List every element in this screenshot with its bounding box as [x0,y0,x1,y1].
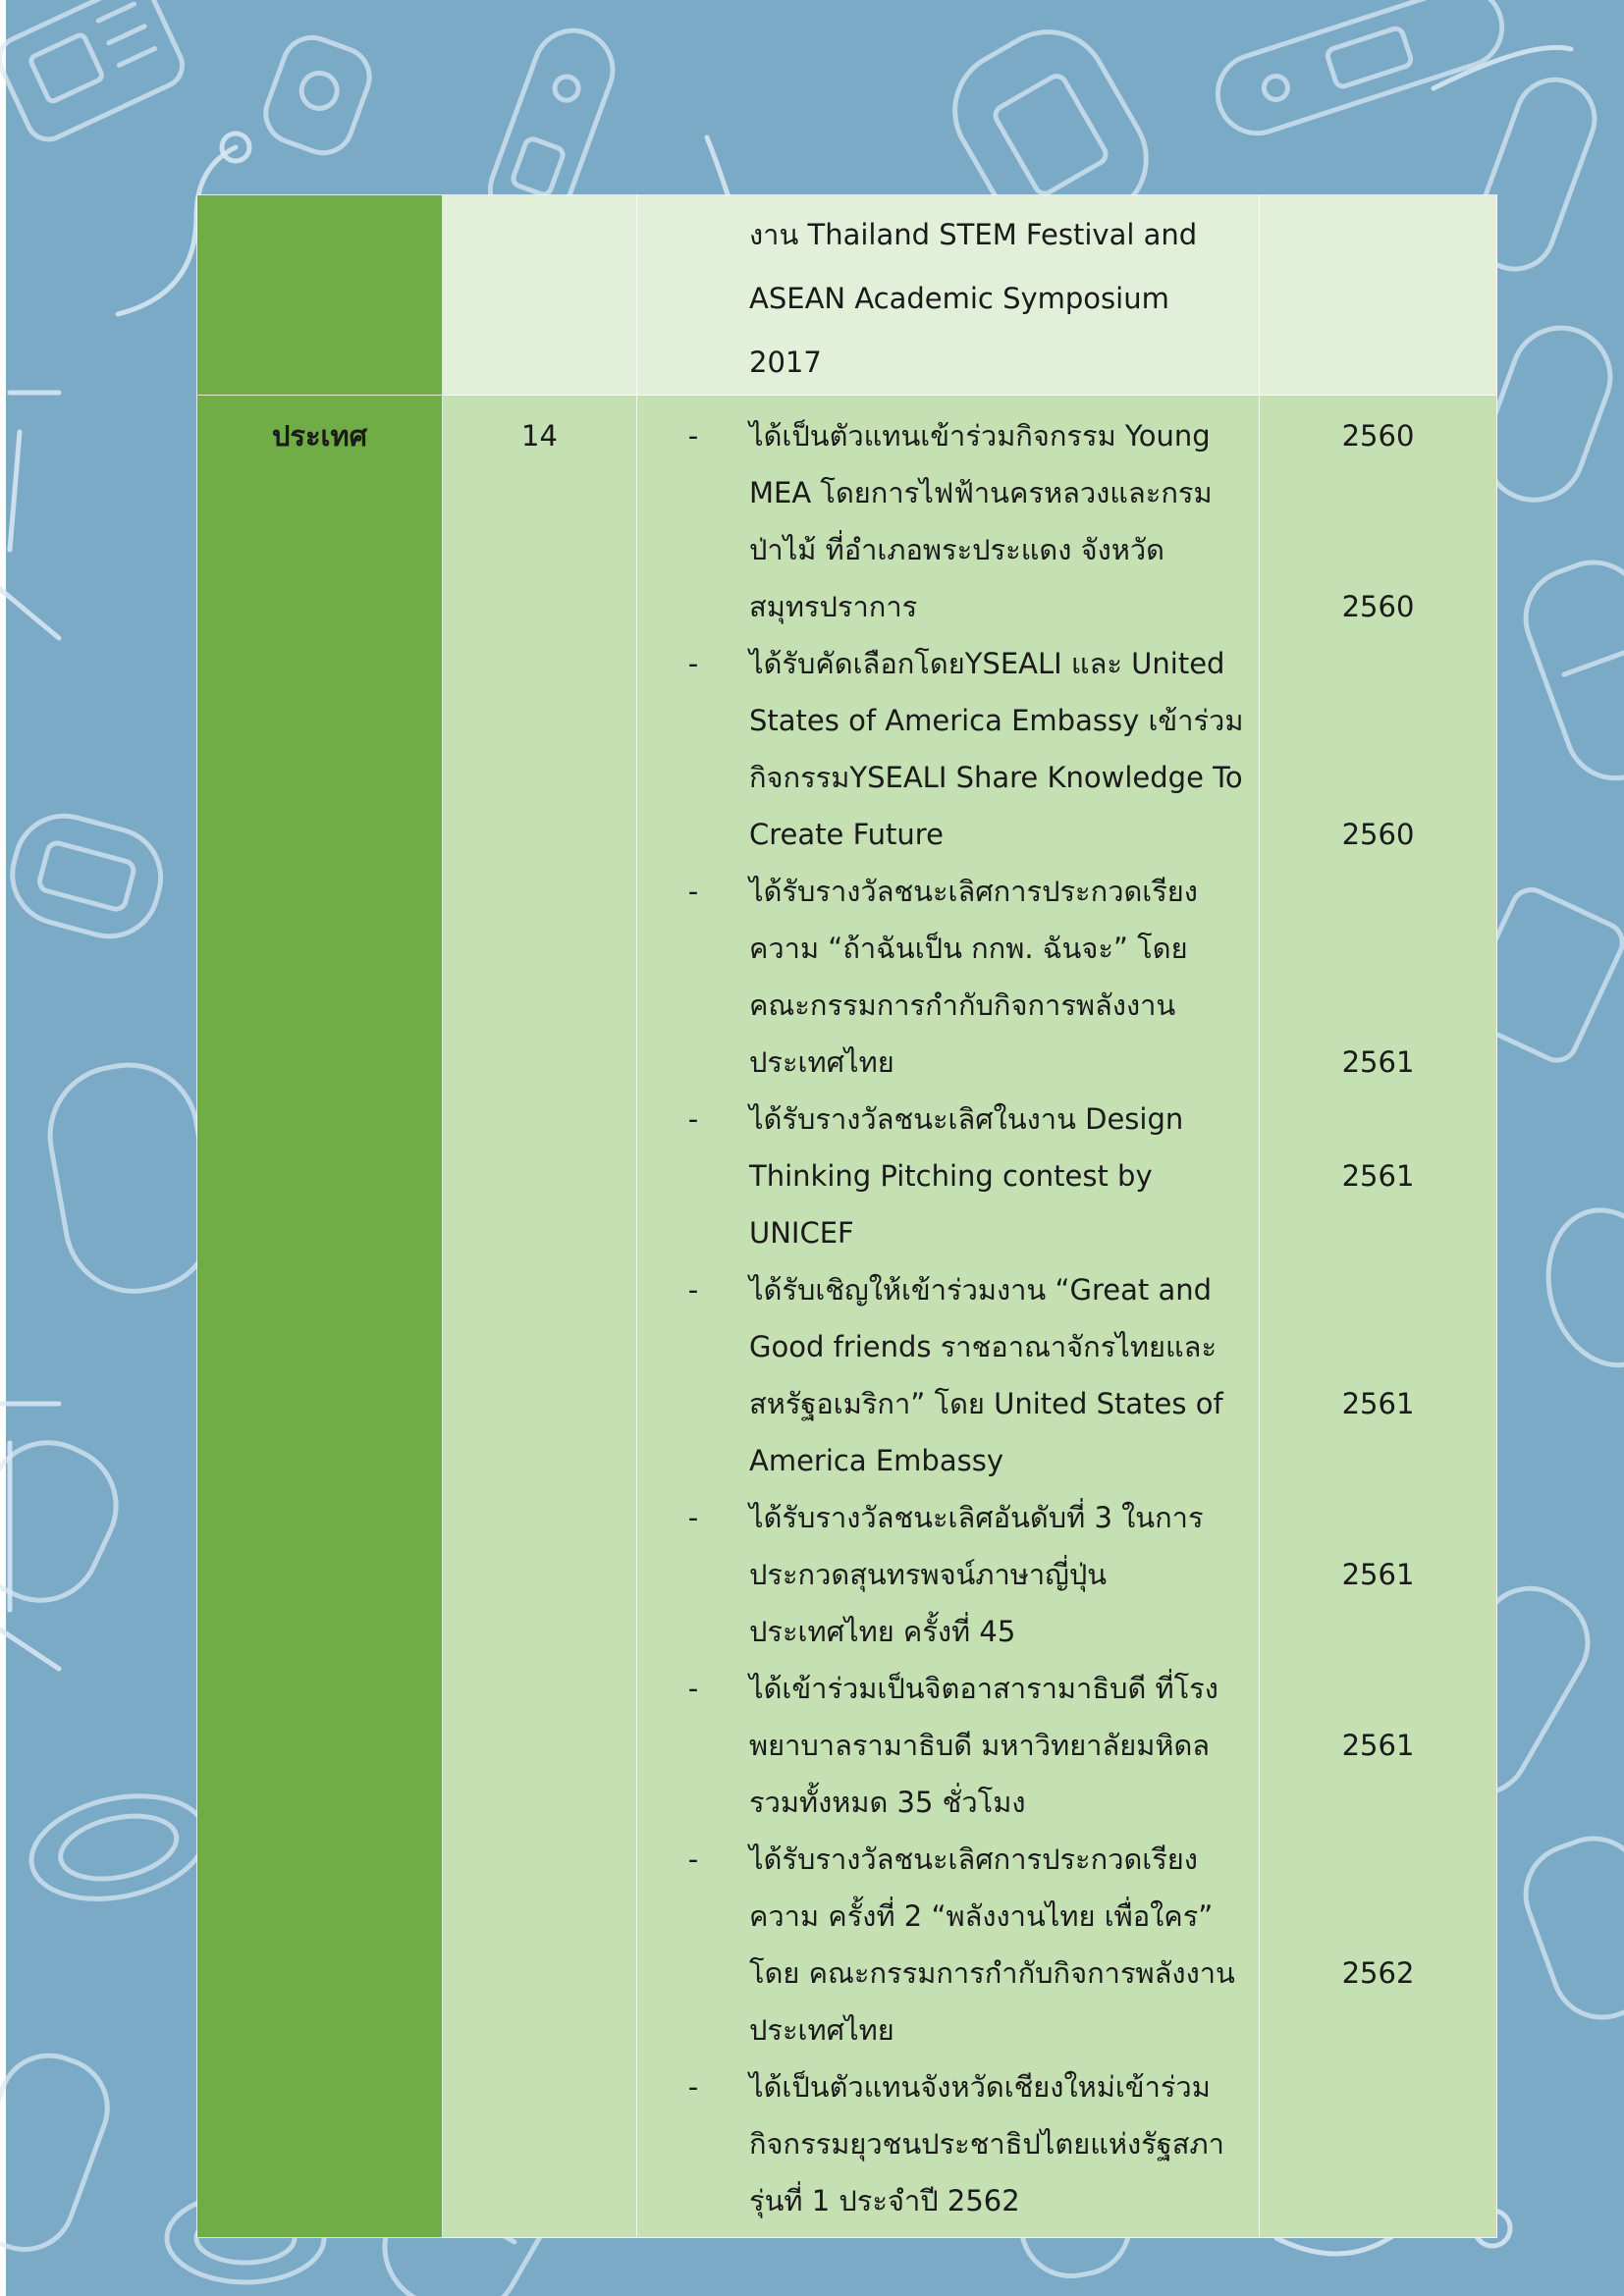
bullet-dash: - [687,1501,699,1534]
activity-entry [637,2058,1245,2229]
table-row-continued [197,195,1497,396]
year-cell [1260,396,1497,2238]
category-label: ประเทศ [272,419,367,453]
activity-text: ได้เข้าร่วมเป็นจิตอาสารามาธิบดี ที่โรงพยาบาลรามาธิบดี มหาวิทยาลัยมหิดล รวมทั้งหมด 35 ชั่วโมง [749,1672,1218,1819]
bullet-dash: - [687,1842,699,1876]
activity-text: ได้รับรางวัลชนะเลิศอันดับที่ 3 ในการประกวดสุนทรพจน์ภาษาญี่ปุ่นประเทศไทย ครั้งที่ 45 [749,1501,1204,1648]
continued-activity-text: งาน Thailand STEM Festival and ASEAN Academic Symposium 2017 [749,218,1198,379]
bullet-dash: - [687,1672,699,1705]
activity-record-table [196,194,1497,2238]
activity-year: 2561 [1341,1045,1415,1079]
bullet-dash: - [687,1273,699,1307]
table-row-country [197,396,1497,2238]
activity-list [637,396,1259,2237]
activity-text: ได้รับเชิญให้เข้าร่วมงาน “Great and Good friends ราชอาณาจักรไทยและสหรัฐอเมริกา” โดย United States of America Embassy [749,1273,1223,1477]
bullet-dash: - [687,647,699,680]
activity-text: ได้รับรางวัลชนะเลิศการประกวดเรียงความ ครั้งที่ 2 “พลังงานไทย เพื่อใคร” โดย คณะกรรมการกำกับกิจการพลังงานประเทศไทย [749,1842,1235,2047]
activity-year: 2561 [1341,1387,1415,1420]
activity-year: 2562 [1341,1956,1415,1990]
activity-text: ได้รับรางวัลชนะเลิศในงาน Design Thinking Pitching contest by UNICEF [749,1102,1184,1250]
activity-text: ได้เป็นตัวแทนเข้าร่วมกิจกรรม Young MEA โดยการไฟฟ้านครหลวงและกรมป่าไม้ ที่อำเภอพระประแดง จังหวัดสมุทรปราการ [749,419,1213,623]
activity-entry [637,863,1245,1091]
activity-text: ได้เป็นตัวแทนจังหวัดเชียงใหม่เข้าร่วมกิจกรรมยุวชนประชาธิปไตยแห่งรัฐสภา รุ่นที่ 1 ประจำปี 2562 [749,2070,1224,2217]
bullet-dash: - [687,2070,699,2104]
activity-year: 2561 [1341,1729,1415,1762]
activity-text: ได้รับคัดเลือกโดยYSEALI และ United States of America Embassy เข้าร่วมกิจกรรมYSEALI Share Knowledge To Create Future [749,647,1244,851]
year-list [1260,396,1496,2115]
activity-entry [637,407,1245,635]
activity-year: 2560 [1341,590,1415,623]
activity-text: ได้รับรางวัลชนะเลิศการประกวดเรียงความ “ถ้าฉันเป็น กกพ. ฉันจะ” โดย คณะกรรมการกำกับกิจการพลังงานประเทศไทย [749,875,1198,1079]
activity-entry [637,1489,1245,1660]
activity-cell-continued [637,195,1260,396]
category-cell-empty [197,195,443,396]
activity-entry [637,1261,1245,1489]
activity-entry [637,635,1245,863]
activity-year: 2560 [1341,818,1415,851]
activity-entry [637,1091,1245,1261]
bullet-dash: - [687,419,699,453]
activity-cell [637,396,1260,2238]
activity-year: 2560 [1341,419,1415,453]
count-cell [443,396,637,2238]
activity-entry [637,1660,1245,1831]
activity-entry [637,1831,1245,2058]
activity-count: 14 [521,419,558,453]
activity-year: 2561 [1341,1159,1415,1193]
count-cell-empty [443,195,637,396]
category-cell [197,396,443,2238]
bullet-dash: - [687,1102,699,1136]
bullet-dash: - [687,875,699,908]
activity-year: 2561 [1341,1558,1415,1591]
year-cell-empty [1260,195,1497,396]
